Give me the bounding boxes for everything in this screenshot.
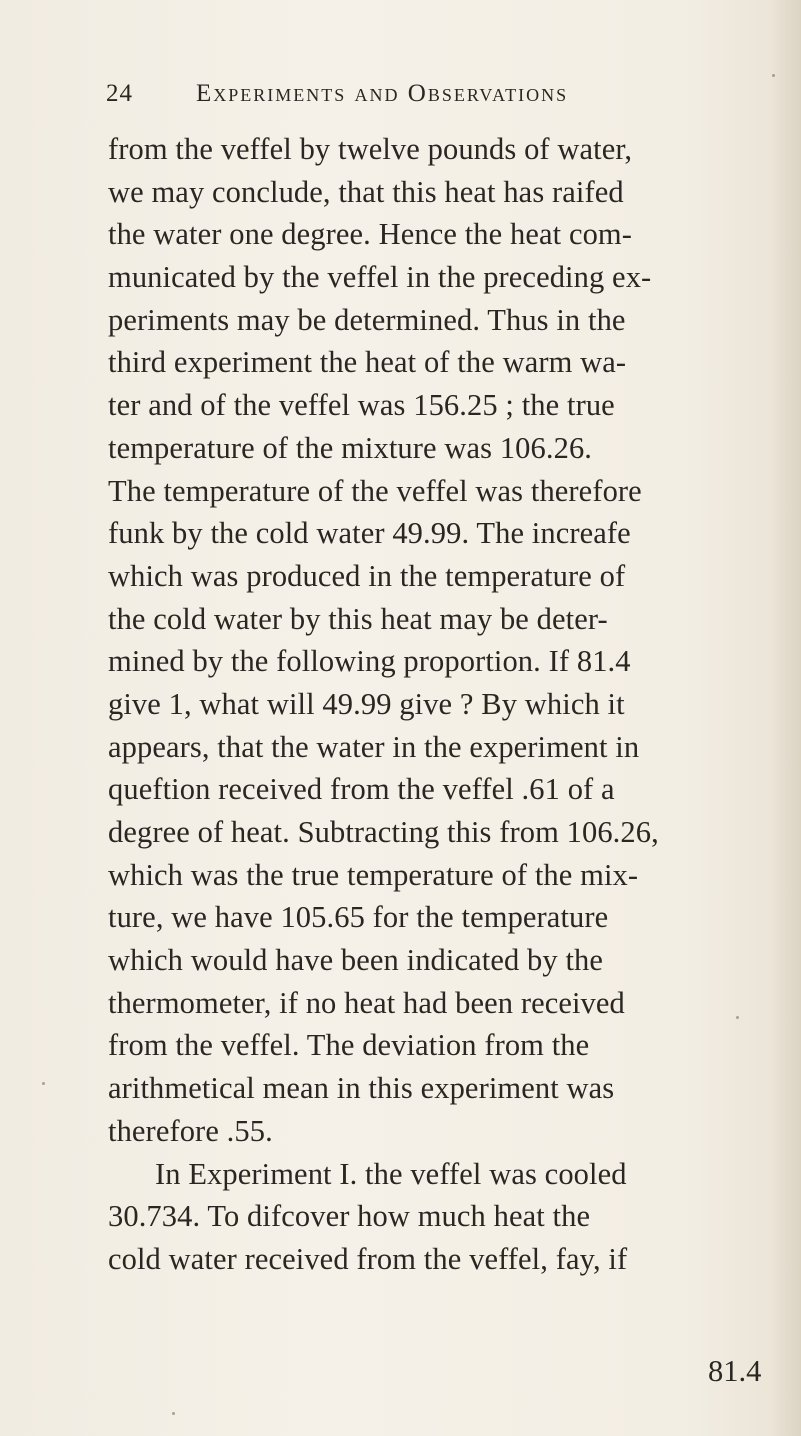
text-line: which would have been indicated by the bbox=[108, 943, 604, 978]
text-line: therefore .55. bbox=[108, 1113, 273, 1148]
text-line: ter and of the veffel was 156.25 ; the true bbox=[108, 388, 615, 423]
text-line: from the veffel. The deviation from the bbox=[108, 1028, 590, 1063]
text-line: arithmetical mean in this experiment was bbox=[108, 1071, 615, 1106]
text-line: appears, that the water in the experiment in bbox=[108, 729, 640, 764]
text-line: periments may be determined. Thus in the bbox=[108, 302, 626, 337]
running-title: Experiments and Observations bbox=[196, 80, 569, 107]
text-line: temperature of the mixture was 106.26. bbox=[108, 430, 593, 465]
text-line: mined by the following proportion. If 81.4 bbox=[108, 644, 631, 679]
text-line: the cold water by this heat may be deter- bbox=[108, 601, 608, 636]
text-line: thermometer, if no heat had been received bbox=[108, 985, 625, 1020]
text-line: funk by the cold water 49.99. The increafe bbox=[108, 516, 631, 551]
text-line: The temperature of the veffel was therefore bbox=[108, 473, 642, 508]
page-edge-shadow bbox=[771, 0, 801, 1436]
text-line: third experiment the heat of the warm wa- bbox=[108, 345, 627, 380]
page-number: 24 bbox=[106, 80, 133, 107]
text-line: we may conclude, that this heat has raifed bbox=[108, 174, 624, 209]
running-header bbox=[106, 80, 746, 120]
text-line: degree of heat. Subtracting this from 106.26, bbox=[108, 815, 659, 849]
text-line: ture, we have 105.65 for the temperature bbox=[108, 900, 609, 935]
paper-speck bbox=[736, 1016, 739, 1019]
text-line: which was the true temperature of the mix- bbox=[108, 857, 639, 892]
text-line: which was produced in the temperature of bbox=[108, 558, 626, 593]
paper-speck bbox=[172, 1412, 175, 1415]
text-line: 30.734. To difcover how much heat the bbox=[108, 1199, 591, 1234]
text-line: the water one degree. Hence the heat com- bbox=[108, 217, 633, 252]
text-line: give 1, what will 49.99 give ? By which it bbox=[108, 686, 625, 721]
text-line: queftion received from the veffel .61 of a bbox=[108, 772, 615, 807]
paragraph-start-line: In Experiment I. the veffel was cooled bbox=[155, 1156, 627, 1191]
text-line: cold water received from the veffel, fay, if bbox=[108, 1241, 628, 1276]
catchword: 81.4 bbox=[708, 1354, 762, 1388]
paper-speck bbox=[42, 1082, 45, 1085]
text-line: municated by the veffel in the preceding ex- bbox=[108, 260, 652, 295]
text-line: from the veffel by twelve pounds of water, bbox=[108, 132, 633, 166]
body-text bbox=[108, 128, 768, 1281]
paper-speck bbox=[772, 74, 775, 77]
